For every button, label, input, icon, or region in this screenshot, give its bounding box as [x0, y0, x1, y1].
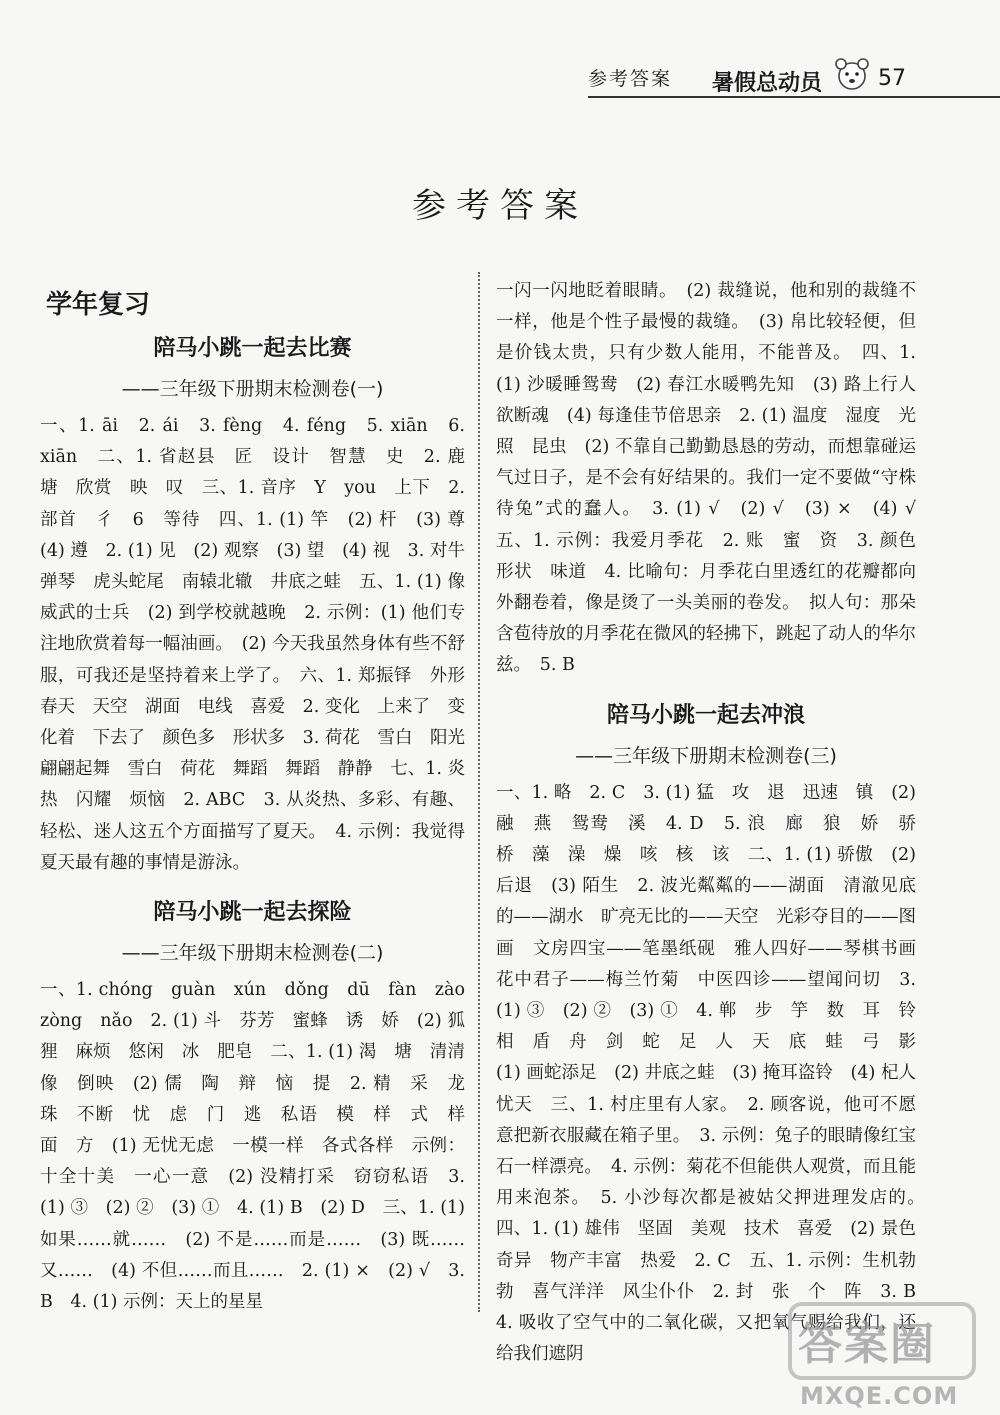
column-divider [478, 272, 480, 1312]
answer-text-2: 一、1. chóng guàn xún dǒng dū fàn zào zòng nǎo 2. (1) 斗 芬芳 蜜蜂 诱 娇 (2) 狐狸 麻烦 悠闲 冰 肥皂 二、1. (1) 渴 塘 清清 像 倒映 (2) 儒 陶 辩 恼 提 2. 精 采 龙 珠 不断 忧 虑 门 逃 私语 模 样 式 样 面 方 (1) 无忧无虑 一模一样 各式各样 示例：十全十美 一心一意 (2) 没精打采 窃窃私语 3. (1) ③ (2) ② (3) ① 4. (1) B (2) D 三、1. (1) 如果……就…… (2) 不是……而是…… (3) 既……又…… (4) 不但……而且…… 2. (1) × (2) √ 3. B 4. (1) 示例：天上的星星 [40, 980, 483, 1313]
watermark-text: 答案圈 [798, 1319, 936, 1370]
page-number: 57 [878, 66, 906, 91]
answer-text-3: 一、1. 略 2. C 3. (1) 猛 攻 退 迅速 镇 (2) 融 燕 鸳鸯 溪 4. D 5. 浪 廊 狼 娇 骄 桥 藻 澡 燥 咳 核 该 二、1. (1) 骄傲 (2) 后退 (3) 陌生 2. 波光粼粼的——湖面 清澈见底的——湖水 旷亮无比的——天空 光彩夺目的——图画 文房四宝——笔墨纸砚 雅人四好——琴棋书画 花中君子——梅兰竹菊 中医四诊——望闻问切 3. (1) ③ (2) ② (3) ① 4. 郸 步 竽 数 耳 铃 相 盾 舟 剑 蛇 足 人 天 底 蛙 弓 影 (1) 画蛇添足 (2) 井底之蛙 (3) 掩耳盗铃 (4) 杞人忧天 三、1. 村庄里有人家。 2. 顾客说，他可不愿意把新衣服藏在箱子里。 3. 示例：兔子的眼睛像红宝石一样漂亮。 4. 示例：菊花不但能供人观赏，而且能用来泡茶。 5. 小沙每次都是被姑父押进理发店的。 四、1. (1) 雄伟 坚固 美观 技术 喜爱 (2) 景色奇异 物产丰富 热爱 2. C 五、1. 示例：生机勃勃 喜气洋洋 风尘仆仆 2. 封 张 个 阵 3. B 4. 吸收了空气中的二氧化碳，又把氧气赐给我们，还给我们遮阴 [496, 782, 934, 1365]
unit-title-2: 陪马小跳一起去探险 [153, 900, 352, 926]
section-heading: 学年复习 [46, 290, 151, 320]
unit-title-3: 陪马小跳一起去冲浪 [606, 702, 805, 728]
left-column [40, 276, 483, 1318]
unit-subtitle-1: ——三年级下册期末检测卷(一) [121, 378, 384, 400]
watermark-logo [788, 1302, 978, 1414]
series-title: 暑假总动员 [712, 71, 823, 96]
page-header [560, 58, 1000, 98]
unit-subtitle-3: ——三年级下册期末检测卷(三) [575, 744, 837, 767]
answer-text-1: 一、1. āi 2. ái 3. fèng 4. féng 5. xiān 6. xiān 二、1. 省赵县 匠 设计 智慧 史 2. 鹿 塘 欣赏 映 叹 三、1. 音序 Y you 上下 2. 部首 彳 6 等待 四、1. (1) 竿 (2) 杆 (3) 尊 (4) 遵 2. (1) 见 (2) 观察 (3) 望 (4) 视 3. 对牛弹琴 虎头蛇尾 南辕北辙 井底之蛙 五、1. (1) 像威武的士兵 (2) 到学校就越晚 2. 示例：(1) 他们专注地欣赏着每一幅油画。 (2) 今天我虽然身体有些不舒服，可我还是坚持着来上学了。 六、1. 郑振铎 外形 春天 天空 湖面 电线 喜爱 2. 变化 上来了 变化着 下去了 颜色多 形状多 3. 荷花 雪白 阳光 翩翩起舞 雪白 荷花 舞蹈 舞蹈 静静 七、1. 炎热 闪耀 烦恼 2. ABC 3. 从炎热、多彩、有趣、轻松、迷人这五个方面描写了夏天。 4. 示例：我觉得夏天最有趣的事情是游泳。 [40, 416, 483, 873]
page-title: 参考答案 [412, 186, 588, 226]
watermark-url: MXQE.COM [800, 1382, 959, 1410]
header-label: 参考答案 [588, 68, 673, 90]
mascot-icon [830, 52, 874, 96]
right-column [496, 276, 934, 1371]
answer-text-continued: 一闪一闪地眨着眼睛。 (2) 裁缝说，他和别的裁缝不一样，他是个性子最慢的裁缝。 (3) 帛比较轻便，但是价钱太贵，只有少数人能用，不能普及。 四、1. (1) 沙暖睡鸳鸯 (2) 春江水暖鸭先知 (3) 路上行人欲断魂 (4) 每逢佳节倍思亲 2. (1) 温度 湿度 光照 昆虫 (2) 不靠自己勤勤恳恳的劳动，而想靠碰运气过日子，是不会有好结果的。我们一定不要做“守株待兔”式的蠢人。 3. (1) √ (2) √ (3) × (4) √ 五、1. 示例：我爱月季花 2. 账 蜜 资 3. 颜色 形状 味道 4. 比喻句：月季花白里透红的花瓣都向外翻卷着，像是烫了一头美丽的卷发。 拟人句：那朵含苞待放的月季花在微风的轻拂下，跳起了动人的华尔兹。 5. B [496, 281, 934, 676]
header-rule [588, 96, 1000, 98]
unit-subtitle-2: ——三年级下册期末检测卷(二) [121, 942, 384, 965]
unit-title-1: 陪马小跳一起去比赛 [153, 336, 352, 361]
